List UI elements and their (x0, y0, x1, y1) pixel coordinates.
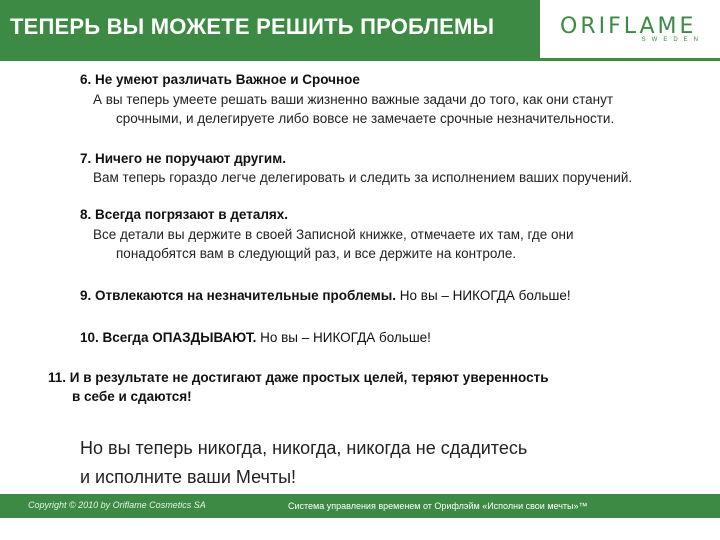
item-9 (80, 288, 571, 303)
item-6-line-1: А вы теперь умеете решать ваши жизненно важные задачи до того, как они станут (93, 92, 614, 107)
item-9-normal: Но вы – НИКОГДА больше! (396, 288, 571, 303)
footer (0, 494, 720, 518)
item-8-line-1: Все детали вы держите в своей Записной книжке, отмечаете их там, где они (93, 227, 574, 242)
logo-subtext: SWEDEN (641, 37, 704, 43)
title-band (0, 0, 540, 58)
header (0, 0, 720, 58)
item-8-line-2: понадобятся вам в следующий раз, и все держите на контроле. (116, 246, 517, 261)
item-8-title: 8. Всегда погрязают в деталях. (80, 207, 289, 222)
closing-line-2: и исполните ваши Мечты! (80, 467, 297, 487)
page-title: ТЕПЕРЬ ВЫ МОЖЕТЕ РЕШИТЬ ПРОБЛЕМЫ (10, 14, 495, 39)
header-divider (0, 58, 720, 61)
item-11-line-1: 11. И в результате не достигают даже простых целей, теряют уверенность (48, 370, 549, 385)
item-6-line-2: срочными, и делегируете либо вовсе не замечаете срочные незначительности. (116, 111, 615, 126)
closing-line-1: Но вы теперь никогда, никогда, никогда не сдадитесь (80, 438, 528, 458)
item-10-bold: 10. Всегда ОПАЗДЫВАЮТ. (80, 330, 257, 345)
item-11-line-2: в себе и сдаются! (72, 389, 192, 404)
item-10-normal: Но вы – НИКОГДА больше! (256, 330, 431, 345)
footer-system-name: Система управления временем от Орифлэйм «Исполни свои мечты»™ (288, 501, 588, 511)
item-6-title: 6. Не умеют различать Важное и Срочное (80, 72, 360, 87)
logo-wordmark: ORIFLAME (560, 14, 697, 39)
item-7-line-1: Вам теперь гораздо легче делегировать и следить за исполнением ваших поручений. (93, 170, 633, 185)
oriflame-logo (560, 14, 710, 50)
item-10 (80, 330, 431, 345)
item-9-bold: 9. Отвлекаются на незначительные проблемы. (80, 288, 397, 303)
item-7-title: 7. Ничего не поручают другим. (80, 151, 286, 166)
footer-copyright: Copyright © 2010 by Oriflame Cosmetics SA (28, 500, 206, 510)
